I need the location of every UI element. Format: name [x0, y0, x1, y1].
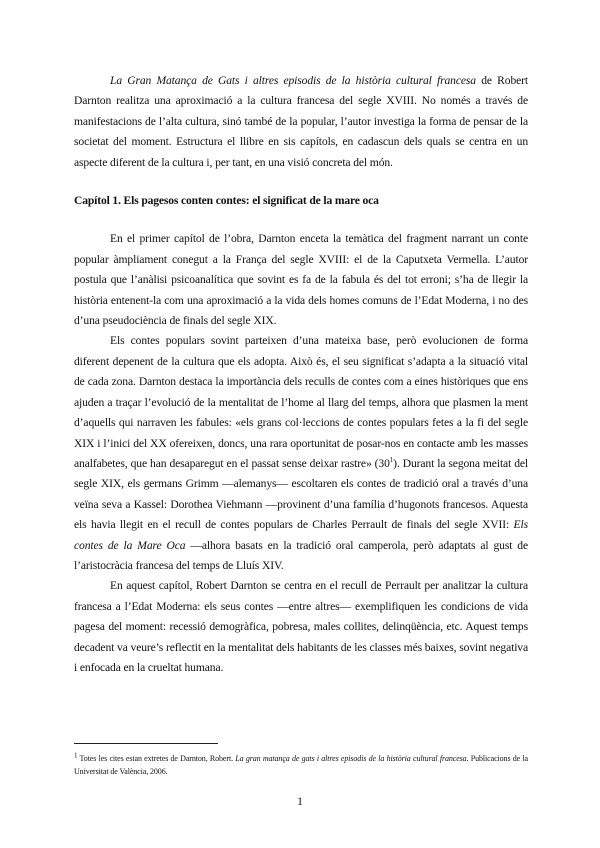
intro-text: de Robert Darnton realitza una aproximació a la cultura francesa del segle XVIII. No només a través de manifestacions de l’alta cultura, sinó també de la popular, l’autor investiga la forma de pensar de la societat del moment. Estructura el llibre en sis capítols, en cadascun dels quals se centra en un aspecte diferent de la cultura i, per tant, en una visió concreta del món.	[74, 74, 528, 169]
section-heading: Capítol 1. Els pagesos conten contes: el significat de la mare oca	[74, 194, 379, 208]
intro-paragraph	[74, 71, 528, 173]
page-number: 1	[297, 795, 303, 808]
paragraph-1: En el primer capítol de l’obra, Darnton enceta la temàtica del fragment narrant un conte popular àmpliament conegut a la França del segle XVIII: el de la Caputxeta Vermella. L’autor postula que l’anàlisi psicoanalítica que sovint es fa de la fabula és del tot erroni; s’ha de llegir la història entenent-la com una aproximació a la vida dels homes comuns de l’Edat Moderna, i no des d’una pseudociència de finals del segle XIX.	[74, 232, 528, 328]
footnote	[74, 752, 528, 778]
paragraph-3: En aquest capítol, Robert Darnton se centra en el recull de Perrault per analitzar la cultura francesa a l’Edat Moderna: els seus contes —entre altres— exemplifiquen les condicions de vida pagesa del moment: recessió demogràfica, pobresa, males collites, delinqüència, etc. Aquest temps decadent va veure’s reflectit en la mentalitat dels habitants de les classes més baixes, sovint negativa i enfocada en la crueltat humana.	[74, 579, 528, 674]
footnote-reference: 1	[389, 456, 394, 465]
body-text	[74, 71, 528, 678]
book-title: La Gran Matança de Gats i altres episodis de la història cultural francesa	[110, 74, 476, 87]
footnote-text-b: Publicacions de la Universitat de València, 2006.	[74, 754, 528, 776]
paragraph-2-part-b: ). Durant la segona meitat del segle XIX, els germans Grimm —alemanys— escoltaren els contes de tradició oral a través d’una veïna seva a Kassel: Dorothea Viehmann —provinent d’una família d’hugonots francesos. Aquesta els havia llegit en el recull de contes populars de Charles Perrault de finals del segle XVII:	[74, 456, 529, 532]
paragraph-2-part-a: Els contes populars sovint parteixen d’una mateixa base, però evolucionen de forma diferent depenent de la cultura que els adopta. Això és, el seu significat s’adapta a la situació vital de cada zona. Darnton destaca la importància dels reculls de contes com a eines històriques que ens ajuden a traçar l’evolució de la mentalitat de l’home al llarg del temps, alhora que plasmen la ment d’aquells qui narraven les fabules: «els grans col·leccions de contes populars fetes a la fi del segle XIX i l’inici del XX ofereixen, doncs, una rara oportunitat de posar-nos en contacte amb les masses analfabetes, que han desaparegut en el passat sense deixar rastre» (30	[74, 334, 528, 470]
footnote-book-title: La gran matança de gats i altres episodis de la història cultural francesa.	[235, 754, 469, 763]
footnote-divider	[74, 743, 218, 744]
footnote-text-a: Totes les cites estan extretes de Darnton, Robert.	[77, 754, 236, 763]
paragraph-2-part-c: —alhora basats en la tradició oral camperola, però adaptats al gust de l’aristocràcia francesa del temps de Lluís XIV.	[74, 538, 528, 572]
footnote-marker: 1	[74, 751, 78, 760]
paragraph-2	[74, 331, 528, 576]
mare-oca-title: Els contes de la Mare Oca	[74, 518, 528, 552]
